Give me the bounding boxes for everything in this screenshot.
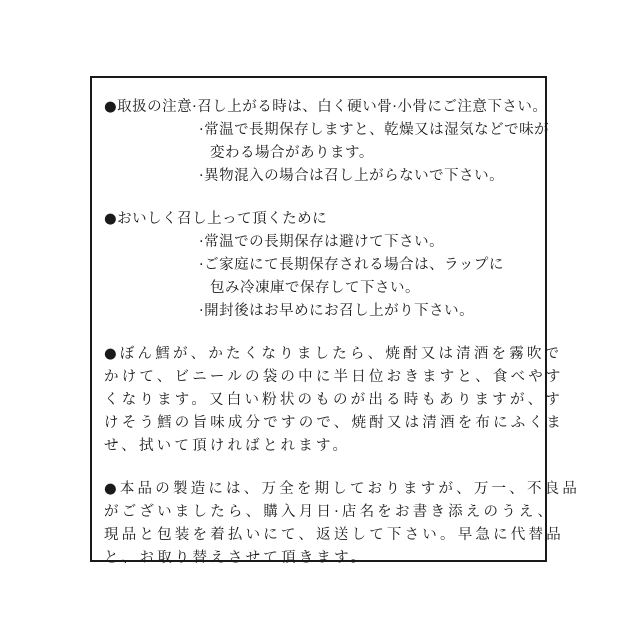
handling-item-line: 変わる場合があります。 — [210, 145, 374, 161]
enjoy-item-line: ·開封後はお早めにお召し上がり下さい。 — [199, 303, 475, 319]
enjoy-item-line: ·ご家庭にて長期保存される場合は、ラップに — [199, 257, 504, 273]
handling-item-foreign-matter — [199, 165, 544, 188]
handling-item-line: ·異物混入の場合は召し上がらないで下さい。 — [199, 168, 505, 184]
enjoy-item-line: 包み冷凍庫で保存して下さい。 — [210, 280, 420, 296]
section-handling-precautions — [104, 96, 550, 188]
handling-item-line: ·常温で長期保存しますと、乾燥又は湿気などで味が — [199, 122, 550, 138]
handling-items-rest — [104, 119, 550, 188]
paragraph-line: ●本品の製造には、万全を期しておりますが、万一、不良品 — [104, 481, 581, 497]
paragraph-line: 現品と包装を着払いにて、返送して下さい。早急に代替品 — [104, 527, 564, 543]
enjoy-item-after-opening — [199, 300, 544, 323]
handling-first-row — [104, 96, 548, 119]
paragraph-line: けそう鱈の旨味成分ですので、焼酎又は清酒を布にふくま — [104, 415, 564, 431]
section-enjoy-tips — [104, 208, 544, 323]
section-softening-paragraph — [104, 343, 564, 458]
paragraph-line: せ、拭いて頂ければとれます。 — [104, 438, 351, 454]
notice-content — [104, 96, 581, 570]
paragraph-line: くなります。又白い粉状のものが出る時もありますが、す — [104, 392, 564, 408]
paragraph-line: がございましたら、購入月日·店名をお書き添えのうえ、 — [104, 504, 556, 520]
enjoy-item-avoid-room-temp — [199, 231, 544, 254]
enjoy-items — [104, 231, 544, 323]
handling-item-line: ·召し上がる時は、白く硬い骨·小骨にご注意下さい。 — [192, 99, 548, 115]
enjoy-item-line: ·常温での長期保存は避けて下さい。 — [199, 234, 445, 250]
section-defective-product — [104, 478, 581, 570]
handling-item-storage — [199, 119, 550, 165]
enjoy-item-freezer — [199, 254, 544, 300]
enjoy-heading: ●おいしく召し上って頂くために — [104, 211, 328, 227]
handling-heading: ●取扱の注意 — [104, 99, 193, 115]
paragraph-line: ●ぼん鱈が、かたくなりましたら、焼酎又は清酒を霧吹で — [104, 346, 563, 362]
paragraph-line: と、お取り替えさせて頂きます。 — [104, 550, 369, 566]
handling-item-bones — [192, 96, 547, 119]
paragraph-line: かけて、ビニールの袋の中に半日位おきますと、食べやす — [104, 369, 564, 385]
